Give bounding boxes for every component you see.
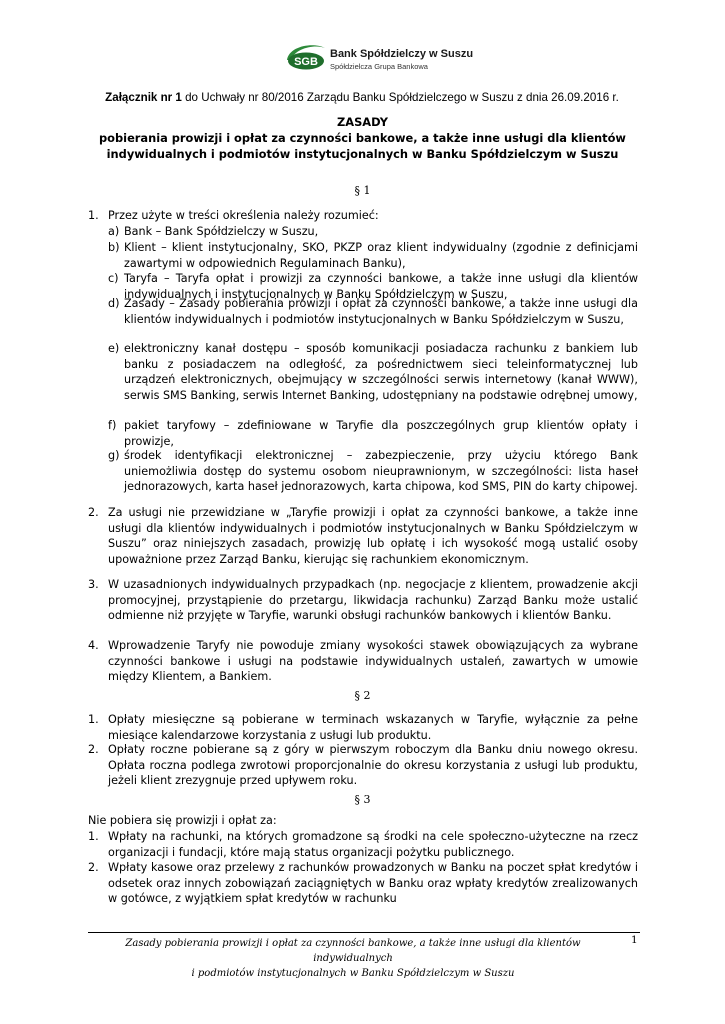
sub-letter: c) bbox=[108, 272, 119, 285]
item-number: 4. bbox=[88, 639, 99, 652]
sub-item: Zasady – Zasady pobierania prowizji i opłat za czynności bankowe, a także inne usługi dla klientów indywidualnych i podmiotów instytucjonalnych w Banku Spółdzielczym w Suszu, bbox=[124, 297, 638, 326]
list-item: Wpłaty na rachunki, na których gromadzone są środki na cele społeczno-użyteczne na rzecz organizacji i fundacji, które mają status organizacji pożytku publicznego. bbox=[108, 830, 638, 859]
sub-item: środek identyfikacji elektronicznej – zabezpieczenie, przy użyciu którego Bank uniemożliwia dostęp do systemu osobom nieuprawnionym, w szczególności: lista haseł jednorazowych, karta haseł jednorazowych, karta chipowa, kod SMS, PIN do karty chipowej. bbox=[124, 449, 638, 493]
doc-title: ZASADY bbox=[337, 115, 388, 129]
sub-letter: g) bbox=[108, 449, 120, 462]
annex-text: do Uchwały nr 80/2016 Zarządu Banku Spółdzielczego w Suszu z dnia 26.09.2016 r. bbox=[181, 91, 619, 104]
item-number: 2. bbox=[88, 861, 99, 874]
sgb-logo-icon bbox=[283, 40, 329, 72]
sub-item: Klient – klient instytucjonalny, SKO, PKZP oraz klient indywidualny (zgodnie z definicjami zawartymi w odpowiednich Regulaminach Banku), bbox=[124, 241, 638, 270]
list-item: W uzasadnionych indywidualnych przypadkach (np. negocjacje z klientem, prowadzenie akcji promocyjnej, przystąpienie do przetargu, likwidacja rachunku) Zarząd Banku może ustalić odmienne niż przyjęte w Taryfie, warunki obsługi rachunków bankowych i klientów Banku. bbox=[108, 578, 638, 622]
footer-line1: Zasady pobierania prowizji i opłat za czynności bankowe, a także inne usługi dla klientów indywidualnych bbox=[125, 938, 581, 964]
bank-logo bbox=[283, 40, 483, 74]
section-1-heading: § 1 bbox=[354, 184, 371, 197]
sub-letter: f) bbox=[108, 419, 117, 432]
sub-letter: d) bbox=[108, 297, 120, 310]
list-item: Za usługi nie przewidziane w „Taryfie prowizji i opłat za czynności bankowe, a także inne usługi dla klientów indywidualnych i podmiotów instytucjonalnych w Banku Spółdzielczym w Suszu” oraz niniejszych zasadach, prowizję lub opłatę i ich wysokość mogą ustalić osoby upoważnione przez Zarząd Banku, kierując się rachunkiem ekonomicznym. bbox=[108, 506, 638, 566]
list-item: Wprowadzenie Taryfy nie powoduje zmiany wysokości stawek obowiązujących za wybrane czynności bankowe i usługi na podstawie indywidualnych ustaleń, zawartych w umowie między Klientem, a Bankiem. bbox=[108, 639, 639, 683]
item-number: 1. bbox=[88, 713, 99, 726]
sub-letter: e) bbox=[108, 342, 120, 355]
item-number: 1. bbox=[88, 830, 99, 843]
annex-label: Załącznik nr 1 bbox=[105, 91, 182, 104]
sub-item: Bank – Bank Spółdzielczy w Suszu, bbox=[124, 225, 319, 238]
section-3-intro: Nie pobiera się prowizji i opłat za: bbox=[88, 814, 277, 827]
logo-text: SGB bbox=[294, 56, 318, 68]
doc-subtitle-line2: indywidualnych i podmiotów instytucjonalnych w Banku Spółdzielczym w Suszu bbox=[106, 147, 619, 161]
sub-letter: b) bbox=[108, 241, 120, 254]
doc-subtitle-line1: pobierania prowizji i opłat za czynności bankowe, a także inne usługi dla klientów bbox=[99, 131, 626, 145]
footer-text bbox=[88, 936, 618, 981]
sub-item: Taryfa – Taryfa opłat i prowizji za czynności bankowe, a także inne usługi dla klientów indywidualnych i instytucjonalnych w Banku Spółdzielczym w Suszu, bbox=[124, 272, 638, 301]
section-2-heading: § 2 bbox=[354, 689, 371, 702]
section-3-heading: § 3 bbox=[354, 793, 371, 806]
list-item: Opłaty miesięczne są pobierane w terminach wskazanych w Taryfie, wyłącznie za pełne miesiące kalendarzowe korzystania z usługi lub produktu. bbox=[108, 713, 639, 742]
footer-divider bbox=[88, 932, 640, 933]
page-number: 1 bbox=[631, 934, 638, 946]
sub-item: elektroniczny kanał dostępu – sposób komunikacji posiadacza rachunku z bankiem lub banku z posiadaczem na odległość, za pośrednictwem sieci teleinformatycznej lub urządzeń elektronicznych, obejmujący w szczególności serwis internetowy (kanał WWW), serwis SMS Banking, serwis Internet Banking, udostępniany na podstawie odrębnej umowy, bbox=[124, 342, 638, 402]
annex-line bbox=[72, 91, 652, 104]
list-item: Opłaty roczne pobierane są z góry w pierwszym roboczym dla Banku dniu nowego okresu. Opłata roczna podlega zwrotowi proporcjonalnie do okresu korzystania z usługi lub produktu, jeżeli klient zrezygnuje przed upływem roku. bbox=[108, 743, 639, 787]
item-number: 2. bbox=[88, 743, 99, 756]
list-item: Wpłaty kasowe oraz przelewy z rachunków prowadzonych w Banku na poczet spłat kredytów i odsetek oraz innych zobowiązań zaciągniętych w Banku oraz wpłaty kredytów zrealizowanych w gotówce, z wyjątkiem spłat kredytów w rachunku bbox=[108, 861, 639, 905]
item-number: 3. bbox=[88, 578, 99, 591]
sub-letter: a) bbox=[108, 225, 120, 238]
list-item: Przez użyte w treści określenia należy rozumieć: bbox=[108, 209, 379, 222]
bank-group: Spółdzielcza Grupa Bankowa bbox=[330, 62, 428, 71]
sub-item: pakiet taryfowy – zdefiniowane w Taryfie dla poszczególnych grup klientów opłaty i prowizje, bbox=[124, 419, 639, 448]
item-number: 2. bbox=[88, 506, 99, 519]
item-number: 1. bbox=[88, 209, 99, 222]
bank-name: Bank Spółdzielczy w Suszu bbox=[330, 48, 474, 60]
footer-line2: i podmiotów instytucjonalnych w Banku Spółdzielczym w Suszu bbox=[191, 968, 515, 979]
